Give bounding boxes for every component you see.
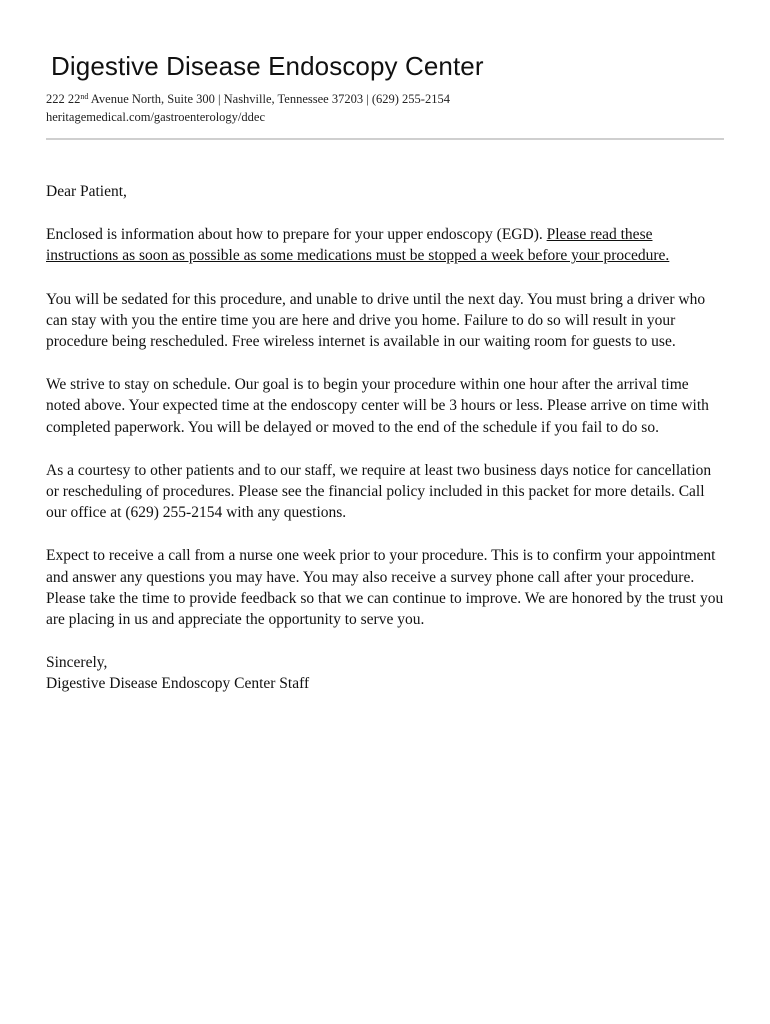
letter-body <box>46 181 724 695</box>
letterhead-website: heritagemedical.com/gastroenterology/ddec <box>46 110 266 124</box>
letterhead-address <box>46 91 450 107</box>
letterhead-divider <box>46 138 724 140</box>
preparation-intro: Enclosed is information about how to prepare for your upper endoscopy (EGD). <box>46 226 547 244</box>
signature: Digestive Disease Endoscopy Center Staff <box>46 675 310 693</box>
closing: Sincerely, <box>46 654 108 672</box>
salutation: Dear Patient, <box>46 183 127 200</box>
letterhead-title: Digestive Disease Endoscopy Center <box>51 51 484 81</box>
address-start: 222 22 <box>46 92 81 106</box>
paragraph-cancellation: As a courtesy to other patients and to our staff, we require at least two business days notice for cancellation or rescheduling of procedures. Please see the financial policy included in this packet for more details. Call our office at (629) 255-2154 with any questions. <box>46 461 712 522</box>
paragraph-schedule: We strive to stay on schedule. Our goal is to begin your procedure within one hour after the arrival time noted above. Your expected time at the endoscopy center will be 3 hours or less. Please arrive on time with completed paperwork. You will be delayed or moved to the end of the schedule if you fail to do so. <box>46 376 709 436</box>
address-rest: Avenue North, Suite 300 | Nashville, Tennessee 37203 | (629) 255-2154 <box>88 92 450 106</box>
paragraph-preparation <box>46 224 724 266</box>
paragraph-nurse-call: Expect to receive a call from a nurse one week prior to your procedure. This is to confirm your appointment and answer any questions you may have. You may also receive a survey phone call after your procedure. Please take the time to provide feedback so that we can continue to improve. We are honored by the trust you are placing in us and appreciate the opportunity to serve you. <box>46 547 724 629</box>
paragraph-sedation: You will be sedated for this procedure, and unable to drive until the next day. You must bring a driver who can stay with you the entire time you are here and drive you home. Failure to do so will result in your procedure being rescheduled. Free wireless internet is available in our waiting room for guests to use. <box>46 290 706 351</box>
preparation-emphasis: Please read these instructions as soon as possible as some medications must be stopped a week before your procedure. <box>46 226 670 265</box>
address-superscript: nd <box>80 92 89 101</box>
